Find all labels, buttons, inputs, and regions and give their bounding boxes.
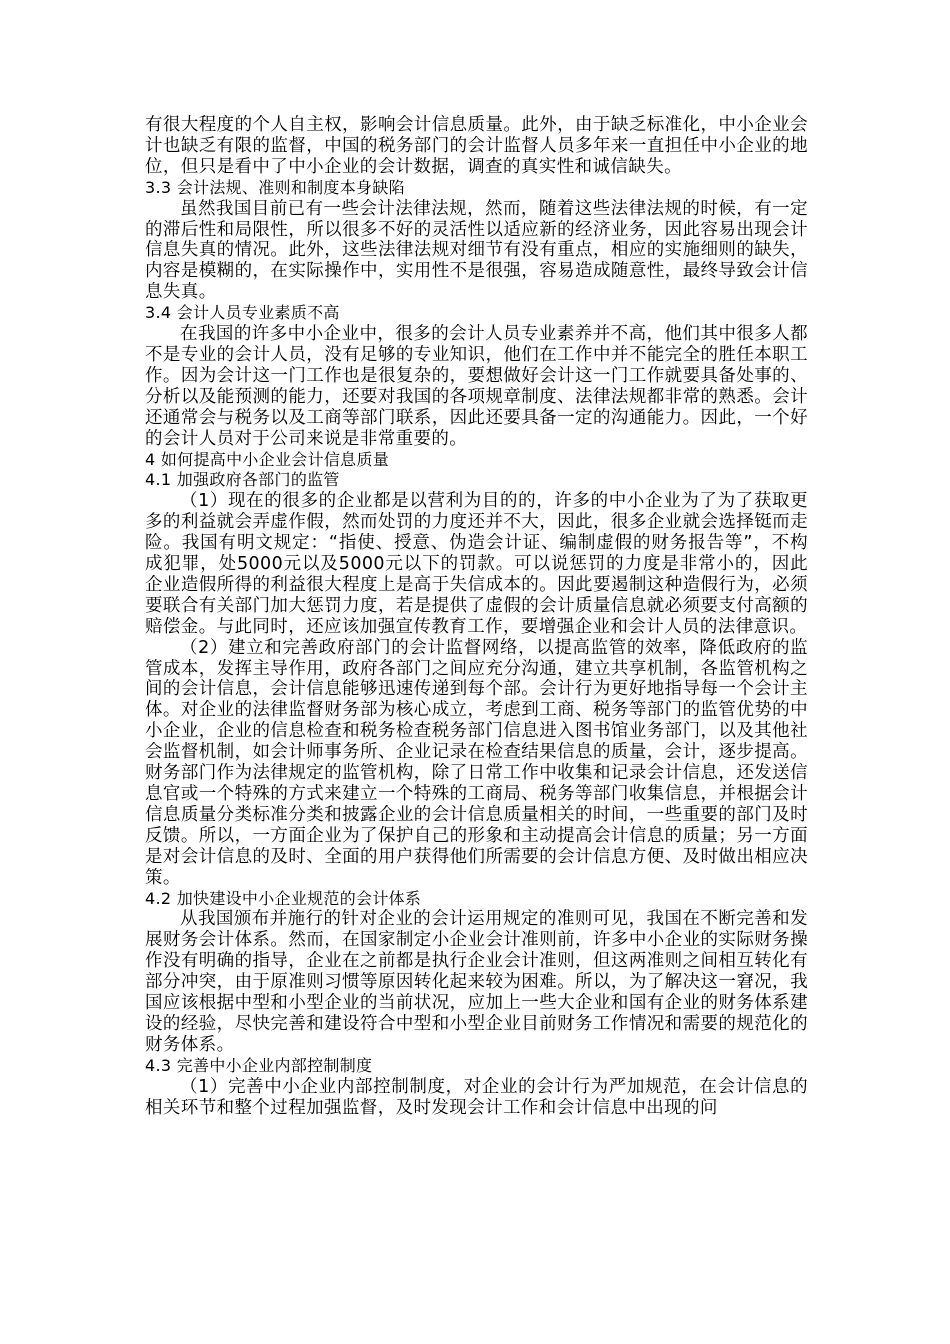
paragraph: （1）现在的很多的企业都是以营利为目的的，许多的中小企业为了为了获取更多的利益就会弄虚作假，然而处罚的力度还并不大，因此，很多企业就会选择铤而走险。我国有明文规定：“指使、授意、伪造会计证、编制虚假的财务报告等”，不构成犯罪，处5000元以及5000元以下的罚款。可以说惩罚的力度是非常小的，因此企业造假所得的利益很大程度上是高于失信成本的。因此要遏制这种造假行为，必须要联合有关部门加大惩罚力度，若是提供了虚假的会计质量信息就必须要支付高额的赔偿金。与此同时，还应该加强宣传教育工作，要增强企业和会计人员的法律意识。 xyxy=(145,491,808,637)
paragraph: 有很大程度的个人自主权，影响会计信息质量。此外，由于缺乏标准化，中小企业会计也缺乏有限的监督，中国的税务部门的会计监督人员多年来一直担任中小企业的地位，但只是看中了中小企业的会计数据，调查的真实性和诚信缺失。 xyxy=(145,115,808,177)
paragraph: 虽然我国目前已有一些会计法律法规，然而，随着这些法律法规的时候，有一定的滞后性和局限性，所以很多不好的灵活性以适应新的经济业务，因此容易出现会计信息失真的情况。此外，这些法律法规对细节有没有重点，相应的实施细则的缺失，内容是模糊的，在实际操作中，实用性不是很强，容易造成随意性，最终导致会计信息失真。 xyxy=(145,198,808,303)
chapter-heading: 4 如何提高中小企业会计信息质量 xyxy=(145,449,390,469)
paragraph: （1）完善中小企业内部控制制度，对企业的会计行为严加规范，在会计信息的相关环节和整个过程加强监督，及时发现会计工作和会计信息中出现的问 xyxy=(145,1076,808,1118)
section-heading: 3.3 会计法规、准则和制度本身缺陷 xyxy=(145,177,405,197)
paragraph: 在我国的许多中小企业中，很多的会计人员专业素养并不高，他们其中很多人都不是专业的会计人员，没有足够的专业知识，他们在工作中并不能完全的胜任本职工作。因为会计这一门工作也是很复杂的，要想做好会计这一门工作就要具备处事的、分析以及能预测的能力，还要对我国的各项规章制度、法律法规都非常的熟悉。会计还通常会与税务以及工商等部门联系，因此还要具备一定的沟通能力。因此，一个好的会计人员对于公司来说是非常重要的。 xyxy=(145,324,808,449)
paragraph: （2）建立和完善政府部门的会计监督网络，以提高监管的效率，降低政府的监管成本，发挥主导作用，政府各部门之间应充分沟通，建立共享机制，各监管机构之间的会计信息，会计信息能够迅速传递到每个部。会计行为更好地指导每一个会计主体。对企业的法律监督财务部为核心成立，考虑到工商、税务等部门的监管优势的中小企业，企业的信息检查和税务检查税务部门信息进入图书馆业务部门，以及其他社会监督机制，如会计师事务所、企业记录在检查结果信息的质量，会计，逐步提高。财务部门作为法律规定的监管机构，除了日常工作中收集和记录会计信息，还发送信息官或一个特殊的方式来建立一个特殊的工商局、税务等部门收集信息，并根据会计信息质量分类标准分类和披露企业的会计信息质量相关的时间，一些重要的部门及时反馈。所以，一方面企业为了保护自己的形象和主动提高会计信息的质量；另一方面是对会计信息的及时、全面的用户获得他们所需要的会计信息方便、及时做出相应决策。 xyxy=(145,637,808,888)
section-heading: 4.3 完善中小企业内部控制制度 xyxy=(145,1055,373,1075)
document-body xyxy=(145,115,808,1119)
section-heading: 4.2 加快建设中小企业规范的会计体系 xyxy=(145,888,422,908)
section-heading: 4.1 加强政府各部门的监管 xyxy=(145,470,340,490)
section-heading: 3.4 会计人员专业素质不高 xyxy=(145,303,340,323)
paragraph: 从我国颁布并施行的针对企业的会计运用规定的准则可见，我国在不断完善和发展财务会计体系。然而，在国家制定小企业会计准则前，许多中小企业的实际财务操作没有明确的指导，企业在之前都是执行企业会计准则，但这两准则之间相互转化有部分冲突，由于原准则习惯等原因转化起来较为困难。所以，为了解决这一窘况，我国应该根据中型和小型企业的当前状况，应加上一些大企业和国有企业的财务体系建设的经验，尽快完善和建设符合中型和小型企业目前财务工作情况和需要的规范化的财务体系。 xyxy=(145,909,808,1055)
